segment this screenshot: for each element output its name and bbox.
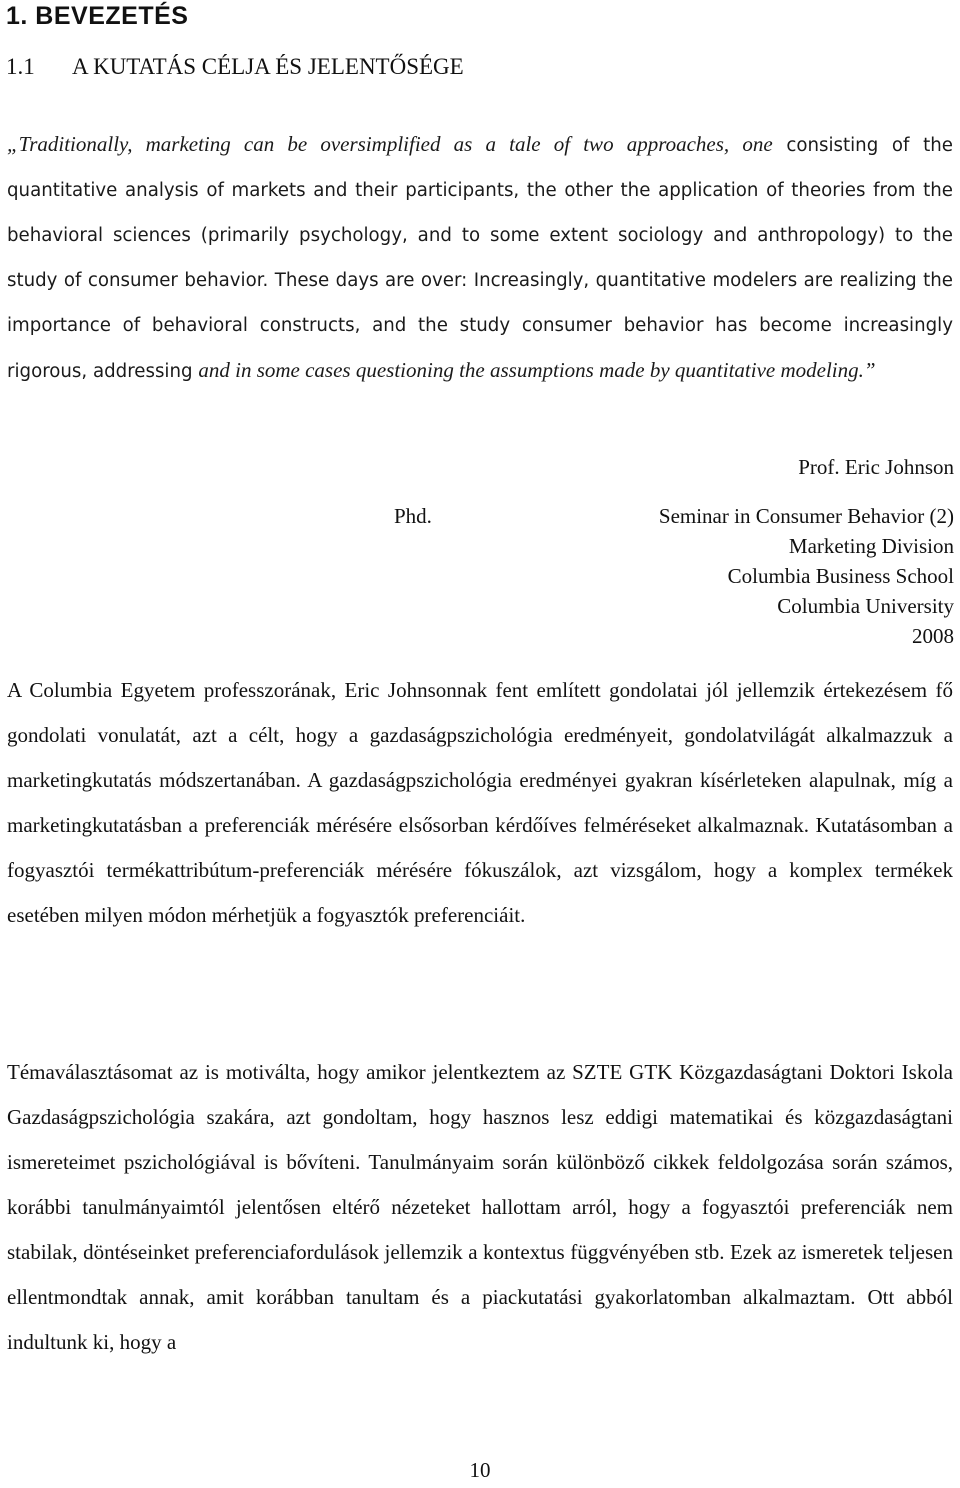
body-paragraph-2: Témaválasztásomat az is motiválta, hogy amikor jelentkeztem az SZTE GTK Közgazdaságtani Doktori Iskola Gazdaságpszichológia szakára, azt gondoltam, hogy hasznos lesz eddigi matematikai és közgazdaságtani ismereteimet pszichológiával is bővíteni. Tanulmányaim során különböző cikkek feldolgozása során számos, korábbi tanulmányaimtól jelentősen eltérő nézeteket hallottam arról, hogy a fogyasztói preferenciák nem stabilak, döntéseinket preferenciafordulások jellemzik a kontextus függvényében stb. Ezek az ismeretek teljesen ellentmondtak annak, amit korábban tanultam és a piackutatási gyakorlatomban alkalmaztam. Ott abból indultunk ki, hogy a [7,1060,953,1354]
attribution-year: 2008 [912,624,954,648]
section-title: A KUTATÁS CÉLJA ÉS JELENTŐSÉGE [72,54,464,79]
section-heading [6,54,464,80]
quote-opening: „Traditionally, marketing can be oversimplified as a tale of two approaches, one [7,132,773,156]
quote-closing: and in some cases questioning the assumptions made by quantitative modeling.” [198,358,876,382]
epigraph-quote [7,122,953,394]
quote-attribution [394,452,954,651]
attribution-university: Columbia University [777,594,954,618]
attribution-division: Marketing Division [788,534,954,558]
body-paragraph-1: A Columbia Egyetem professzorának, Eric Johnsonnak fent említett gondolatai jól jellemzik értekezésem fő gondolati vonulatát, azt a célt, hogy a gazdaságpszichológia eredményeit, gondolatvilágát alkalmazzuk a marketingkutatás módszertanában. A gazdaságpszichológia eredményei gyakran kísérleteken alapulnak, míg a marketingkutatásban a preferenciák mérésére elsősorban kérdőíves felméréseket alkalmaznak. Kutatásomban a fogyasztói termékattribútum-preferenciák mérésére fókuszálok, azt vizsgálom, hogy a komplex termékek esetében milyen módon mérhetjük a fogyasztók preferenciáit. [7,678,953,927]
quote-body: consisting of the quantitative analysis of markets and their participants, the other the application of theories from the behavioral sciences (primarily psychology, and to some extent sociology and anthropology) to the study of consumer behavior. These days are over: Increasingly, quantitative modelers are realizing the importance of behavioral constructs, and the study consumer behavior has become increasingly rigorous, addressing [7,135,953,382]
attribution-course-line [394,501,954,531]
chapter-heading: 1. BEVEZETÉS [6,2,189,30]
attribution-name: Prof. Eric Johnson [798,455,954,479]
attribution-school: Columbia Business School [727,564,954,588]
section-number: 1.1 [6,54,35,79]
attribution-degree: Phd. [394,504,432,528]
attribution-course: Seminar in Consumer Behavior (2) [658,504,954,528]
page-number: 10 [469,1458,491,1482]
